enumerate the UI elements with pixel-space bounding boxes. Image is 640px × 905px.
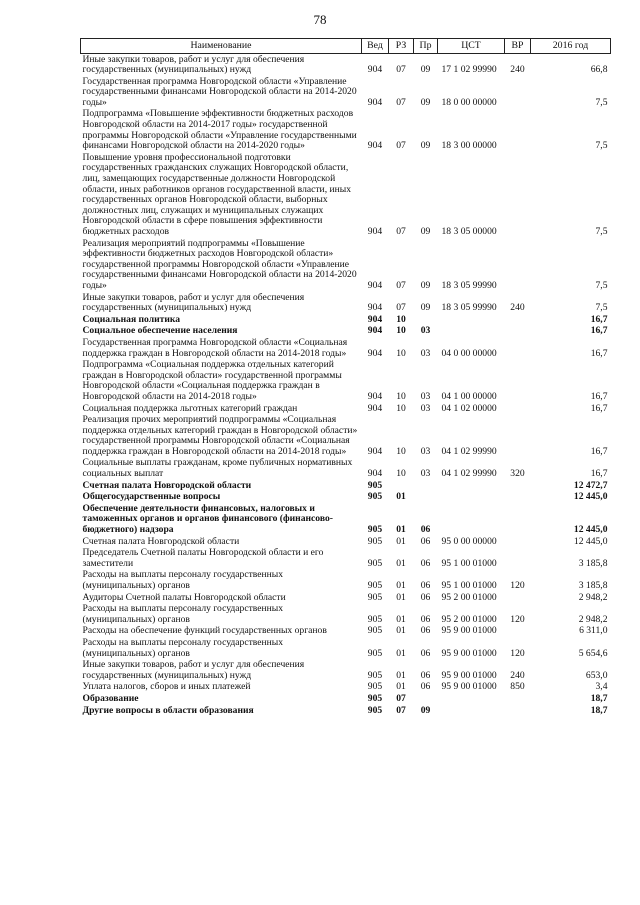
table-row: [81, 548, 611, 570]
cell-pr: 06: [420, 524, 431, 536]
cell-ved: 905: [367, 557, 383, 569]
cell-rz: 10: [396, 347, 406, 359]
cell-name: Социальное обеспечение населения: [82, 325, 238, 337]
cell-sum: 5 654,6: [578, 647, 608, 659]
cell-cst: [438, 492, 505, 504]
cell-name: Подпрограмма «Социальная поддержка отдельных категорий граждан в Новгородской области» государственной программы Новгородской области «Социальная поддержка граждан в Новгородской области на 2014-2018 годы»: [82, 359, 342, 402]
cell-rz: 10: [396, 325, 406, 337]
table-header-row: [81, 39, 611, 54]
cell-ved: 905: [367, 491, 383, 503]
cell-cst: 04 1 02 99990: [441, 445, 497, 457]
cell-name: Иные закупки товаров, работ и услуг для обеспечения государственных (муниципальных) нужд: [82, 659, 305, 681]
cell-cst: [438, 503, 505, 536]
table-row: [81, 238, 611, 292]
cell-name: Социальные выплаты гражданам, кроме публичных нормативных социальных выплат: [82, 457, 353, 480]
cell-sum: 2 948,2: [578, 613, 608, 625]
cell-pr: 09: [420, 279, 431, 291]
cell-ved: 904: [367, 390, 383, 402]
cell-sum: 66,8: [590, 64, 608, 76]
cell-sum: 16,7: [590, 445, 608, 457]
cell-sum: 16,7: [590, 468, 608, 480]
cell-cst: 04 1 00 00000: [441, 390, 497, 402]
cell-pr: 06: [420, 625, 431, 637]
table-row: [81, 76, 611, 109]
cell-vr: 850: [510, 681, 525, 693]
cell-cst: 18 3 05 00000: [441, 226, 497, 237]
cell-name: Социальная политика: [82, 313, 181, 325]
cell-name: Расходы на обеспечение функций государственных органов: [82, 625, 327, 637]
cell-sum: 16,7: [590, 325, 608, 337]
cell-cst: 17 1 02 99990: [441, 64, 497, 76]
table-row: [81, 480, 611, 492]
cell-name: Аудиторы Счетной палаты Новгородской области: [82, 591, 286, 603]
cell-vr: [505, 548, 531, 570]
cell-ved: 905: [367, 692, 383, 704]
cell-cst: 95 1 00 01000: [441, 557, 497, 569]
cell-ved: 904: [367, 140, 383, 152]
cell-ved: 904: [367, 279, 383, 291]
cell-rz: 07: [396, 692, 406, 704]
cell-vr: [505, 503, 531, 536]
cell-pr: 09: [420, 226, 431, 237]
cell-rz: 10: [396, 402, 406, 414]
header-pr: Пр: [414, 39, 438, 54]
cell-pr: 03: [420, 390, 431, 402]
cell-vr: [505, 480, 531, 492]
cell-cst: 95 2 00 01000: [441, 591, 497, 603]
cell-vr: [505, 403, 531, 415]
cell-rz: 10: [396, 445, 406, 457]
cell-vr: [505, 693, 531, 705]
cell-cst: 18 3 00 00000: [441, 140, 497, 152]
header-rz: РЗ: [389, 39, 414, 54]
cell-ved: 904: [367, 313, 383, 325]
cell-name: Социальная поддержка льготных категорий граждан: [82, 402, 298, 414]
cell-rz: 01: [396, 681, 406, 693]
header-name: Наименование: [81, 39, 362, 54]
table-row: [81, 604, 611, 626]
table-row: [81, 337, 611, 359]
cell-name: Реализация прочих мероприятий подпрограммы «Социальная поддержка отдельных категорий граждан в Новгородской области» государственной программы Новгородской области «Социальная поддержка граждан в Новгородской области на 2014-2018 годы»: [82, 414, 358, 457]
cell-pr: 06: [420, 613, 431, 625]
table-row: [81, 314, 611, 326]
cell-cst: 95 1 00 01000: [441, 580, 497, 591]
cell-vr: [505, 314, 531, 326]
cell-name: Общегосударственные вопросы: [82, 491, 221, 503]
cell-vr: [505, 337, 531, 359]
table-row: [81, 458, 611, 480]
table-row: [81, 536, 611, 548]
cell-sum: 653,0: [585, 669, 608, 681]
cell-name: Иные закупки товаров, работ и услуг для обеспечения государственных (муниципальных) нужд: [82, 291, 305, 314]
cell-vr: [505, 492, 531, 504]
table-row: [81, 570, 611, 592]
cell-vr: 120: [510, 647, 525, 659]
cell-vr: [505, 152, 531, 238]
cell-sum: 7,5: [595, 226, 608, 237]
cell-vr: 320: [510, 468, 525, 480]
cell-pr: [414, 492, 438, 504]
cell-ved: 905: [367, 647, 383, 659]
cell-rz: 01: [396, 535, 406, 547]
cell-ved: 905: [367, 535, 383, 547]
cell-pr: 03: [420, 325, 431, 337]
cell-cst: 95 2 00 01000: [441, 613, 497, 625]
cell-vr: [505, 626, 531, 638]
cell-rz: 01: [396, 669, 406, 681]
table-body: [81, 54, 611, 717]
cell-ved: 904: [367, 325, 383, 337]
table-row: [81, 637, 611, 659]
cell-vr: 120: [510, 580, 525, 591]
cell-vr: 240: [510, 669, 525, 681]
cell-sum: 16,7: [590, 347, 608, 359]
table-row: [81, 693, 611, 705]
cell-pr: 06: [420, 535, 431, 547]
cell-cst: 95 0 00 00000: [441, 535, 497, 547]
cell-sum: 6 311,0: [579, 625, 608, 637]
cell-ved: 905: [367, 681, 383, 693]
cell-cst: 18 0 00 00000: [441, 96, 497, 108]
cell-sum: 7,5: [595, 302, 608, 314]
cell-cst: 95 9 00 01000: [441, 669, 497, 681]
cell-pr: 09: [420, 96, 431, 108]
cell-rz: 01: [396, 613, 406, 625]
table-row: [81, 503, 611, 536]
cell-ved: 905: [367, 613, 383, 625]
cell-ved: 905: [367, 704, 383, 716]
cell-ved: 905: [367, 524, 383, 536]
cell-name: Уплата налогов, сборов и иных платежей: [82, 681, 251, 693]
cell-ved: 905: [367, 669, 383, 681]
cell-vr: 120: [510, 613, 525, 625]
cell-ved: 904: [367, 468, 383, 480]
cell-pr: 09: [420, 704, 431, 716]
table-row: [81, 54, 611, 77]
cell-cst: 04 0 00 00000: [441, 347, 497, 359]
cell-cst: [438, 326, 505, 338]
cell-name: Счетная палата Новгородской области: [82, 535, 240, 547]
cell-vr: [505, 592, 531, 604]
header-vr: ВР: [505, 39, 531, 54]
page-number: 78: [313, 12, 327, 27]
cell-name: Образование: [82, 692, 139, 704]
cell-rz: 10: [396, 313, 406, 325]
table-row: [81, 292, 611, 314]
cell-cst: 18 3 05 99990: [441, 279, 497, 291]
cell-cst: [438, 314, 505, 326]
table-row: [81, 626, 611, 638]
cell-rz: 07: [396, 64, 406, 76]
cell-vr: 240: [510, 302, 525, 314]
cell-rz: 01: [396, 625, 406, 637]
cell-rz: 01: [396, 557, 406, 569]
cell-ved: 904: [367, 64, 383, 76]
cell-name: Другие вопросы в области образования: [82, 704, 254, 716]
cell-name: Председатель Счетной палаты Новгородской области и его заместители: [82, 547, 324, 569]
header-ved: Вед: [362, 39, 389, 54]
cell-name: Государственная программа Новгородской области «Социальная поддержка граждан в Новгородской области на 2014-2018 годы»: [82, 336, 348, 359]
cell-sum: 12 445,0: [573, 491, 608, 503]
cell-pr: 06: [420, 557, 431, 569]
cell-pr: 09: [420, 64, 431, 76]
table-row: [81, 360, 611, 403]
cell-name: Реализация мероприятий подпрограммы «Повышение эффективности бюджетных расходов Новгородской области» государственной программы Новгородской области «Управление государственными финансами Новгородской области на 2014-2020 годы»: [82, 237, 357, 291]
cell-cst: 04 1 02 99990: [441, 468, 497, 480]
cell-ved: 904: [367, 347, 383, 359]
cell-vr: [505, 360, 531, 403]
table-row: [81, 705, 611, 717]
cell-rz: 10: [396, 390, 406, 402]
cell-sum: 16,7: [590, 313, 608, 325]
cell-vr: [505, 415, 531, 458]
cell-sum: 16,7: [590, 390, 608, 402]
cell-sum: 7,5: [595, 279, 608, 291]
cell-sum: 3 185,8: [578, 557, 608, 569]
cell-cst: [438, 480, 505, 492]
cell-pr: 06: [420, 647, 431, 659]
header-year: 2016 год: [531, 39, 611, 54]
cell-vr: 240: [510, 64, 525, 76]
cell-rz: [389, 480, 414, 492]
cell-rz: 01: [396, 524, 406, 536]
cell-vr: [505, 109, 531, 152]
cell-rz: 01: [396, 580, 406, 591]
cell-rz: 07: [396, 140, 406, 152]
cell-rz: 01: [396, 491, 406, 503]
cell-pr: 03: [420, 402, 431, 414]
cell-sum: 12 472,7: [573, 479, 608, 491]
table-row: [81, 415, 611, 458]
cell-pr: 06: [420, 591, 431, 603]
cell-sum: 7,5: [595, 96, 608, 108]
cell-sum: 3,4: [595, 681, 608, 693]
cell-vr: [505, 76, 531, 109]
cell-ved: 904: [367, 445, 383, 457]
cell-cst: 95 9 00 01000: [441, 647, 497, 659]
cell-sum: 18,7: [590, 704, 608, 716]
cell-cst: 95 9 00 01000: [441, 625, 497, 637]
cell-pr: 09: [420, 302, 431, 314]
cell-ved: 905: [367, 580, 383, 591]
table-row: [81, 682, 611, 694]
table-row: [81, 326, 611, 338]
cell-cst: 95 9 00 01000: [441, 681, 497, 693]
cell-ved: 904: [367, 226, 383, 237]
cell-sum: 12 445,0: [573, 524, 608, 536]
cell-name: Повышение уровня профессиональной подготовки государственных гражданских служащих Новгородской области, лиц, замещающих государственные должности Новгородской области, иных работников органов государственной власти, иных государственных органов Новгородской области, выборных должностных лиц, служащих и муниципальных служащих Новгородской области в сфере повышения эффективности бюджетных расходов: [82, 151, 352, 237]
cell-name: Расходы на выплаты персоналу государственных (муниципальных) органов: [82, 603, 284, 625]
cell-pr: [414, 480, 438, 492]
cell-vr: [505, 238, 531, 292]
cell-name: Государственная программа Новгородской области «Управление государственными финансами Новгородской области на 2014-2020 годы»: [82, 75, 357, 108]
cell-cst: [438, 705, 505, 717]
cell-name: Обеспечение деятельности финансовых, налоговых и таможенных органов и органов финансового (финансово-бюджетного) надзора: [82, 502, 333, 536]
cell-vr: [505, 536, 531, 548]
cell-cst: 18 3 05 99990: [441, 302, 497, 314]
cell-pr: [414, 693, 438, 705]
table-row: [81, 660, 611, 682]
cell-pr: 06: [420, 681, 431, 693]
cell-name: Расходы на выплаты персоналу государственных (муниципальных) органов: [82, 569, 284, 591]
cell-ved: 905: [367, 591, 383, 603]
table-row: [81, 403, 611, 415]
cell-name: Расходы на выплаты персоналу государственных (муниципальных) органов: [82, 636, 284, 659]
cell-vr: [505, 705, 531, 717]
cell-sum: 3 185,8: [578, 580, 608, 591]
cell-cst: 04 1 02 00000: [441, 402, 497, 414]
cell-pr: 03: [420, 468, 431, 480]
budget-table: [80, 38, 611, 717]
cell-pr: [414, 314, 438, 326]
cell-ved: 904: [367, 96, 383, 108]
cell-vr: [505, 326, 531, 338]
cell-pr: 09: [420, 140, 431, 152]
table-row: [81, 109, 611, 152]
cell-sum: 16,7: [590, 402, 608, 414]
cell-rz: 07: [396, 96, 406, 108]
cell-cst: [438, 693, 505, 705]
header-cst: ЦСТ: [438, 39, 505, 54]
cell-rz: 07: [396, 704, 406, 716]
cell-rz: 10: [396, 468, 406, 480]
cell-ved: 905: [367, 479, 383, 491]
table-row: [81, 592, 611, 604]
cell-name: Счетная палата Новгородской области: [82, 479, 252, 491]
cell-ved: 904: [367, 402, 383, 414]
cell-name: Подпрограмма «Повышение эффективности бюджетных расходов Новгородской области на 2014-2017 годы» государственной программы Новгородской области «Управление государственными финансами Новгородской области на 2014-2020 годы»: [82, 108, 357, 152]
cell-sum: 18,7: [590, 692, 608, 704]
cell-pr: 03: [420, 445, 431, 457]
cell-ved: 904: [367, 302, 383, 314]
cell-pr: 03: [420, 347, 431, 359]
cell-name: Иные закупки товаров, работ и услуг для обеспечения государственных (муниципальных) нужд: [82, 53, 305, 76]
cell-pr: 06: [420, 669, 431, 681]
cell-rz: 07: [396, 226, 406, 237]
table-row: [81, 492, 611, 504]
cell-pr: 06: [420, 580, 431, 591]
cell-sum: 2 948,2: [578, 591, 608, 603]
cell-ved: 905: [367, 625, 383, 637]
cell-rz: 01: [396, 591, 406, 603]
cell-sum: 12 445,0: [573, 535, 608, 547]
cell-rz: 07: [396, 279, 406, 291]
cell-sum: 7,5: [595, 140, 608, 152]
cell-rz: 01: [396, 647, 406, 659]
cell-rz: 07: [396, 302, 406, 314]
table-row: [81, 152, 611, 238]
